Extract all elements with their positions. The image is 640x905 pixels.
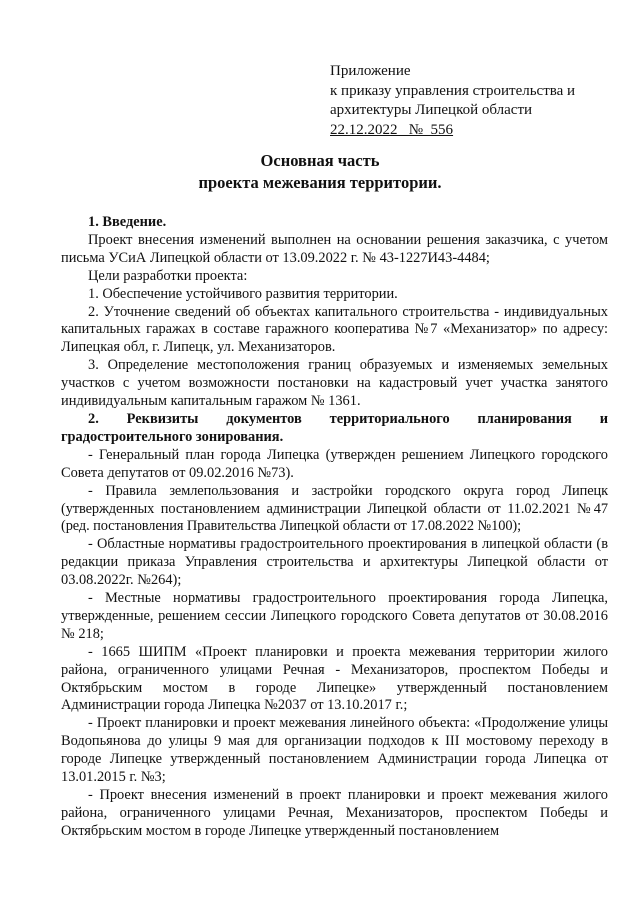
annex-block	[330, 62, 620, 140]
annex-label: Приложение	[330, 63, 411, 79]
document-item-linear-object-project: - Проект планировки и проект межевания линейного объекта: «Продолжение улицы Водопьянова до улицы 9 мая для организации подходов к III мостовому переходу в городе Липецке утвержденный постановлением Администрации города Липецка от 13.01.2015 г. №3;	[61, 715, 608, 786]
document-item-amendment-project: - Проект внесения изменений в проект планировки и проект межевания жилого района, ограниченного улицами Речная, Механизаторов, проспектом Победы и Октябрьским мостом в городе Липецке утвержденный постановлением	[61, 787, 608, 839]
goal-item-1: 1. Обеспечение устойчивого развития территории.	[88, 285, 398, 302]
document-title: Основная часть	[260, 151, 380, 170]
goal-item-3: 3. Определение местоположения границ образуемых и изменяемых земельных участков с учетом возможности постановки на кадастровый учет участка занятого индивидуальным капитальным гаражом № 1361.	[61, 357, 608, 410]
document-item-zoning-rules: - Правила землепользования и застройки городского округа город Липецк (утвержденных постановлением администрации Липецкой области от 11.02.2021 №47 (ред. постановления Правительства Липецкой области от 17.08.2022 №100);	[61, 482, 608, 535]
document-body	[61, 214, 608, 841]
document-item-local-norms: - Местные нормативы градостроительного проектирования города Липецка, утвержденные, решением сессии Липецкого городского Совета депутатов от 30.08.2016 № 218;	[61, 590, 608, 642]
section-heading-introduction: 1. Введение.	[88, 214, 167, 230]
annex-order-ref-line2: архитектуры Липецкой области	[330, 102, 533, 118]
annex-order-date-number: 22.12.2022 № 556	[330, 121, 454, 138]
document-subtitle: проекта межевания территории.	[198, 173, 442, 192]
goal-item-2: 2. Уточнение сведений об объектах капитального строительства - индивидуальных капитальных гаражах в составе гаражного кооператива №7 «Механизатор» по адресу: Липецкая обл, г. Липецк, ул. Механизаторов.	[61, 303, 608, 356]
section-heading-documents: 2. Реквизиты документов территориального планирования и градостроительного зонирования.	[61, 410, 608, 445]
document-item-regional-norms: - Областные нормативы градостроительного проектирования в липецкой области (в редакции приказа Управления строительства и архитектуры Липецкой области от 03.08.2022г. №264);	[61, 536, 608, 589]
document-item-general-plan: - Генеральный план города Липецка (утвержден решением Липецкого городского Совета депутатов от 09.02.2016 №73).	[61, 446, 608, 481]
paragraph-basis: Проект внесения изменений выполнен на основании решения заказчика, с учетом письма УСиА Липецкой области от 13.09.2022 г. № 43-1227И43-4484;	[61, 231, 608, 266]
annex-order-ref-line1: к приказу управления строительства и	[330, 82, 576, 99]
document-item-planning-project-1665: - 1665 ШИПМ «Проект планировки и проекта межевания территории жилого района, ограниченного улицами Речная - Механизаторов, проспектом Победы и Октябрьским мостом в городе Липецке» утвержденный постановлением Администрации города Липецка №2037 от 13.10.2017 г.;	[61, 643, 608, 714]
paragraph-goals-heading: Цели разработки проекта:	[88, 267, 248, 284]
